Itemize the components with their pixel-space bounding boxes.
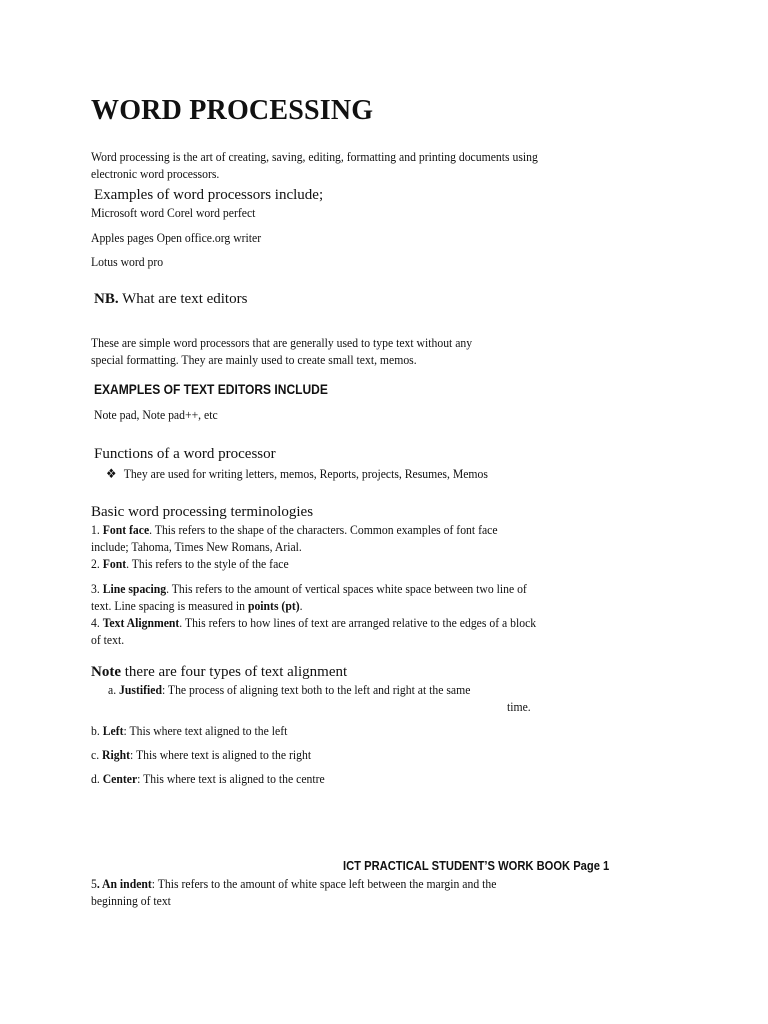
functions-item-text: They are used for writing letters, memos, Reports, projects, Resumes, Memos [123, 466, 488, 481]
alignment-text: : The process of aligning text both to the left and right at the same [161, 682, 471, 697]
intro-line-1: Word processing is the art of creating, saving, editing, formatting and printing documents using [91, 149, 538, 164]
text-editors-examples: Note pad, Note pad++, etc [94, 407, 218, 422]
examples-line-3: Lotus word pro [91, 254, 164, 269]
alignment-justified [108, 681, 470, 698]
page-footer: ICT PRACTICAL STUDENT’S WORK BOOK Page 1 [343, 858, 610, 873]
term-font-face [91, 521, 498, 538]
nb-label: NB. [94, 291, 119, 307]
term-cont-end: . [299, 598, 303, 613]
term-text: : This refers to the amount of white space left between the margin and the [151, 876, 497, 891]
alignment-letter: d. [91, 771, 103, 786]
term-number: 2. [91, 556, 103, 571]
term-label: Text Alignment [102, 615, 180, 630]
alignment-letter: a. [108, 682, 120, 697]
note-label: Note [91, 664, 121, 680]
alignment-letter: b. [91, 723, 103, 738]
examples-line-1: Microsoft word Corel word perfect [91, 205, 256, 220]
term-font [91, 555, 289, 572]
term-indent [91, 875, 496, 892]
functions-item [106, 465, 488, 482]
alignment-center [91, 770, 325, 787]
alignment-text: : This where text aligned to the left [123, 723, 288, 738]
nb-question [94, 290, 247, 308]
term-cont-text: text. Line spacing is measured in [91, 598, 248, 613]
bullet-diamond-icon: ❖ [106, 466, 117, 481]
term-line-spacing [91, 580, 527, 597]
term-label: Font face [102, 522, 150, 537]
term-text: . This refers to the style of the face [126, 556, 289, 571]
note-heading [91, 663, 347, 681]
alignment-left [91, 722, 287, 739]
term-number: 4. [91, 615, 103, 630]
term-number: 3. [91, 581, 103, 596]
alignment-letter: c. [91, 747, 103, 762]
term-label: Line spacing [102, 581, 167, 596]
functions-heading: Functions of a word processor [94, 446, 276, 462]
alignment-term: Right [102, 747, 131, 762]
terminologies-heading: Basic word processing terminologies [91, 504, 314, 520]
alignment-term: Center [102, 771, 138, 786]
term-text: . This refers to the shape of the characters. Common examples of font face [149, 522, 498, 537]
alignment-right [91, 746, 311, 763]
examples-line-2: Apples pages Open office.org writer [91, 230, 262, 245]
term-text-alignment-cont: of text. [91, 632, 125, 647]
term-font-face-cont: include; Tahoma, Times New Romans, Arial. [91, 539, 302, 554]
term-number: 1. [91, 522, 103, 537]
examples-heading: Examples of word processors include; [94, 187, 324, 203]
term-number: 5 [91, 876, 97, 891]
intro-line-2: electronic word processors. [91, 166, 220, 181]
alignment-text: : This where text is aligned to the right [130, 747, 312, 762]
term-line-spacing-cont [91, 597, 303, 614]
term-text: . This refers to how lines of text are arranged relative to the edges of a block [179, 615, 537, 630]
nb-text: What are text editors [118, 291, 248, 307]
alignment-justified-cont: time. [507, 699, 531, 714]
text-editors-heading: EXAMPLES OF TEXT EDITORS INCLUDE [94, 381, 328, 397]
alignment-text: : This where text is aligned to the centre [137, 771, 325, 786]
term-text: . This refers to the amount of vertical spaces white space between two line of [166, 581, 527, 596]
note-text: there are four types of text alignment [121, 664, 348, 680]
editors-line-1: These are simple word processors that are generally used to type text without any [91, 335, 473, 350]
alignment-term: Left [102, 723, 124, 738]
term-label: . An indent [96, 876, 152, 891]
term-cont-bold: points (pt) [247, 598, 300, 613]
alignment-term: Justified [119, 682, 162, 697]
editors-line-2: special formatting. They are mainly used to create small text, memos. [91, 352, 417, 367]
term-text-alignment [91, 614, 536, 631]
term-label: Font [102, 556, 127, 571]
term-indent-cont: beginning of text [91, 893, 171, 908]
page-title: WORD PROCESSING [91, 95, 374, 126]
